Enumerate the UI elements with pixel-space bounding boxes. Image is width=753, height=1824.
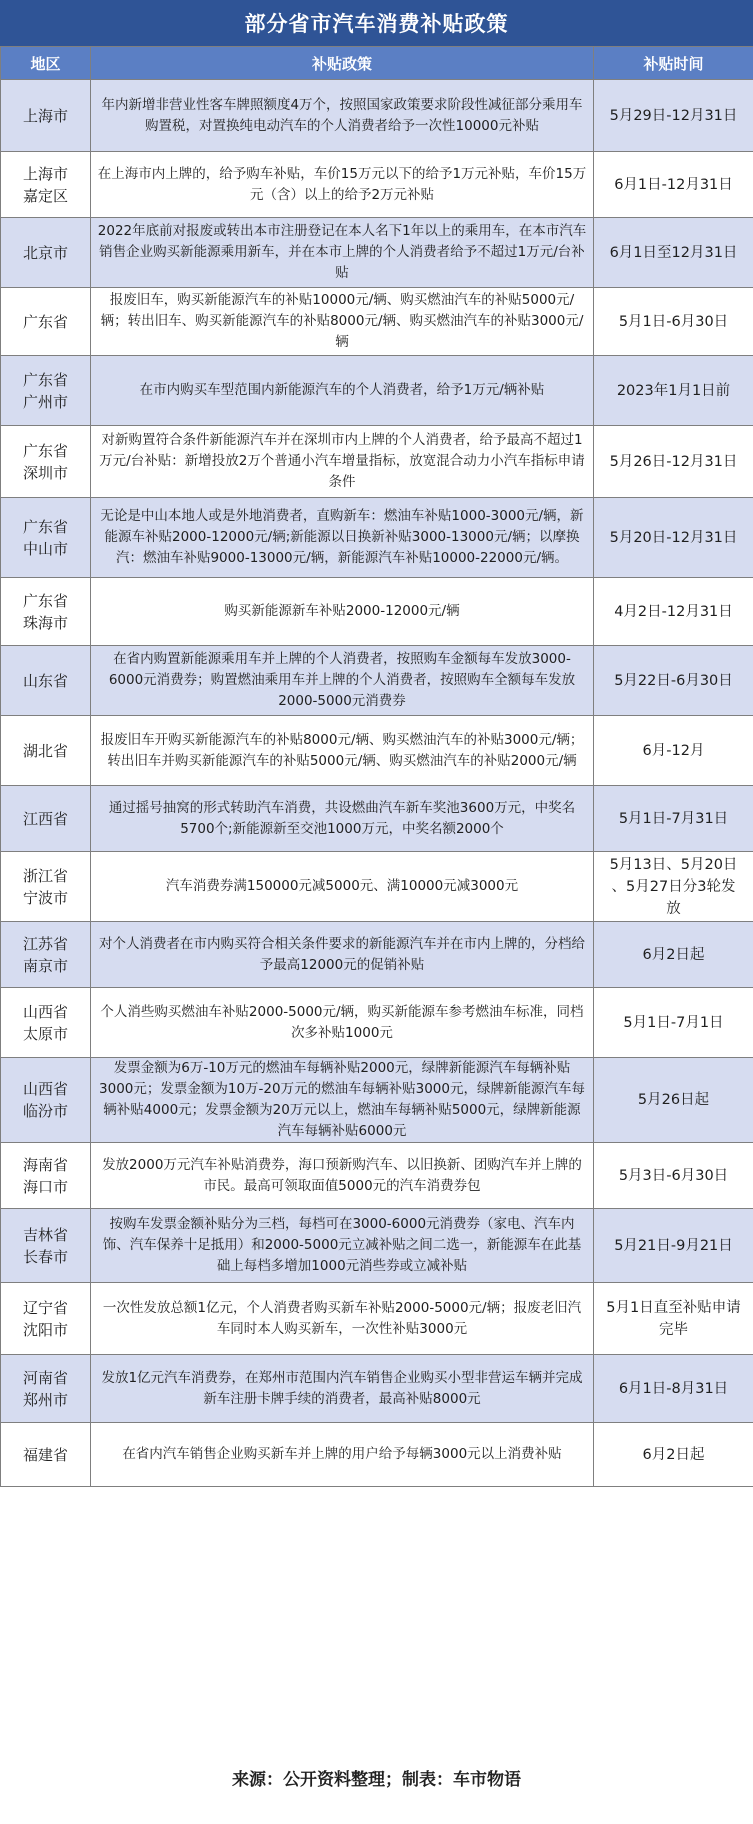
table-row (1, 922, 753, 988)
region-text: 上海市 嘉定区 (22, 164, 68, 205)
period-text: 5月29日-12月31日 (609, 107, 738, 124)
cell-region (1, 578, 91, 646)
region-text: 上海市 (22, 106, 68, 125)
cell-period (594, 716, 753, 786)
cell-policy: 按购车发票金额补贴分为三档，每档可在3000-6000元消费券（家电、汽车内饰、汽车保养十足抵用）和2000-5000元立减补贴之间二选一，新能源车在此基础上每档多增加1000元消些券或立减补贴 (91, 1209, 594, 1283)
period-text: 5月1日-7月1日 (623, 1014, 724, 1031)
period-text: 5月26日-12月31日 (609, 453, 738, 470)
column-header-region: 地区 (1, 47, 91, 80)
region-text: 广东省 珠海市 (22, 591, 68, 632)
source-footer: 来源：公开资料整理；制表：车市物语 (0, 1730, 753, 1824)
cell-period (594, 1209, 753, 1283)
cell-period (594, 1355, 753, 1423)
period-text: 5月1日-7月31日 (618, 810, 729, 827)
cell-period (594, 152, 753, 218)
region-text: 江苏省 南京市 (22, 934, 68, 975)
cell-region (1, 1423, 91, 1487)
period-text: 6月2日起 (642, 946, 705, 963)
period-text: 5月21日-9月21日 (614, 1237, 733, 1254)
cell-region (1, 1143, 91, 1209)
period-text: 6月1日至12月31日 (609, 244, 738, 261)
region-text: 湖北省 (22, 741, 68, 760)
cell-region (1, 988, 91, 1058)
cell-region (1, 1058, 91, 1143)
cell-policy: 报废旧车开购买新能源汽车的补贴8000元/辆、购买燃油汽车的补贴3000元/辆；转出旧车并购买新能源汽车的补贴5000元/辆、购买燃油汽车的补贴2000元/辆 (91, 716, 594, 786)
region-text: 河南省 郑州市 (22, 1368, 68, 1409)
cell-policy: 在上海市内上牌的，给予购车补贴，车价15万元以下的给予1万元补贴，车价15万元（含）以上的给予2万元补贴 (91, 152, 594, 218)
period-text: 5月3日-6月30日 (618, 1167, 729, 1184)
cell-period (594, 288, 753, 356)
table-row (1, 1355, 753, 1423)
cell-policy: 个人消些购买燃油车补贴2000-5000元/辆，购买新能源车参考燃油车标准，同档次多补贴1000元 (91, 988, 594, 1058)
period-text: 5月1日-6月30日 (618, 313, 729, 330)
cell-region (1, 1355, 91, 1423)
cell-period (594, 80, 753, 152)
region-text: 山西省 太原市 (22, 1002, 68, 1043)
cell-region (1, 218, 91, 288)
cell-region (1, 716, 91, 786)
table-row (1, 578, 753, 646)
cell-period (594, 786, 753, 852)
cell-period (594, 1423, 753, 1487)
cell-period (594, 922, 753, 988)
cell-region (1, 356, 91, 426)
table-row (1, 1283, 753, 1355)
region-text: 北京市 (22, 243, 68, 262)
cell-period (594, 218, 753, 288)
cell-policy: 对新购置符合条件新能源汽车并在深圳市内上牌的个人消费者，给予最高不超过1万元/台补贴：新增投放2万个普通小汽车增量指标，放宽混合动力小汽车指标申请条件 (91, 426, 594, 498)
period-text: 6月1日-8月31日 (618, 1380, 729, 1397)
cell-policy: 在市内购买车型范围内新能源汽车的个人消费者，给予1万元/辆补贴 (91, 356, 594, 426)
cell-region (1, 80, 91, 152)
table-row (1, 1423, 753, 1487)
cell-period (594, 852, 753, 922)
region-text: 江西省 (22, 809, 68, 828)
region-text: 浙江省 宁波市 (22, 866, 68, 907)
cell-period (594, 498, 753, 578)
cell-period (594, 578, 753, 646)
table-row (1, 786, 753, 852)
cell-region (1, 426, 91, 498)
table-row (1, 716, 753, 786)
table-row (1, 498, 753, 578)
cell-policy: 汽车消费券满150000元减5000元、满10000元减3000元 (91, 852, 594, 922)
table-row (1, 1143, 753, 1209)
cell-policy: 对个人消费者在市内购买符合相关条件要求的新能源汽车并在市内上牌的，分档给予最高12000元的促销补贴 (91, 922, 594, 988)
cell-period (594, 1283, 753, 1355)
period-text: 5月20日-12月31日 (609, 529, 738, 546)
cell-policy: 无论是中山本地人或是外地消费者，直购新车：燃油车补贴1000-3000元/辆，新能源车补贴2000-12000元/辆;新能源以日换新补贴3000-13000元/辆；以摩换汽：燃油车补贴9000-13000元/辆，新能源汽车补贴10000-22000元/辆。 (91, 498, 594, 578)
cell-region (1, 786, 91, 852)
period-text: 4月2日-12月31日 (614, 603, 733, 620)
region-text: 吉林省 长春市 (22, 1225, 68, 1266)
cell-policy: 2022年底前对报废或转出本市注册登记在本人名下1年以上的乘用车，在本市汽车销售企业购买新能源乘用新车，并在本市上牌的个人消费者给予不超过1万元/台补贴 (91, 218, 594, 288)
table-row (1, 426, 753, 498)
cell-policy: 发票金额为6万-10万元的燃油车每辆补贴2000元，绿牌新能源汽车每辆补贴3000元；发票金额为10万-20万元的燃油车每辆补贴3000元，绿牌新能源汽车每辆补贴4000元；发票金额为20万元以上，燃油车每辆补贴5000元，绿牌新能源汽车每辆补贴6000元 (91, 1058, 594, 1143)
table-body (1, 80, 753, 1487)
subsidy-table (0, 46, 753, 1487)
cell-region (1, 1209, 91, 1283)
cell-policy: 报废旧车，购买新能源汽车的补贴10000元/辆、购买燃油汽车的补贴5000元/辆；转出旧车、购买新能源汽车的补贴8000元/辆、购买燃油汽车的补贴3000元/辆 (91, 288, 594, 356)
column-header-period: 补贴时间 (594, 47, 753, 80)
period-text: 6月1日-12月31日 (614, 176, 733, 193)
period-text: 6月-12月 (642, 742, 705, 759)
table-row (1, 218, 753, 288)
table-row (1, 646, 753, 716)
table-row (1, 852, 753, 922)
cell-policy: 在省内汽车销售企业购买新车并上牌的用户给予每辆3000元以上消费补贴 (91, 1423, 594, 1487)
cell-region (1, 152, 91, 218)
table-header-row (1, 47, 753, 80)
period-text: 5月1日直至补贴申请 完毕 (606, 1299, 741, 1338)
region-text: 广东省 深圳市 (22, 441, 68, 482)
cell-policy: 购买新能源新车补贴2000-12000元/辆 (91, 578, 594, 646)
cell-region (1, 646, 91, 716)
table-row (1, 80, 753, 152)
region-text: 广东省 (22, 312, 68, 331)
region-text: 辽宁省 沈阳市 (22, 1298, 68, 1339)
table-row (1, 152, 753, 218)
cell-period (594, 356, 753, 426)
region-text: 广东省 广州市 (22, 370, 68, 411)
page-title: 部分省市汽车消费补贴政策 (0, 0, 753, 46)
region-text: 山西省 临汾市 (22, 1080, 68, 1120)
table-row (1, 988, 753, 1058)
region-text: 广东省 中山市 (22, 517, 68, 558)
cell-region (1, 498, 91, 578)
cell-region (1, 288, 91, 356)
cell-period (594, 646, 753, 716)
cell-period (594, 426, 753, 498)
period-text: 6月2日起 (642, 1446, 705, 1463)
period-text: 2023年1月1日前 (616, 382, 731, 399)
column-header-policy: 补贴政策 (91, 47, 594, 80)
table-row (1, 1058, 753, 1143)
cell-policy: 发放1亿元汽车消费券，在郑州市范围内汽车销售企业购买小型非营运车辆并完成新车注册卡牌手续的消费者，最高补贴8000元 (91, 1355, 594, 1423)
period-text: 5月26日起 (637, 1092, 710, 1108)
region-text: 福建省 (22, 1445, 68, 1464)
cell-region (1, 1283, 91, 1355)
period-text: 5月13日、5月20日 、5月27日分3轮发 放 (609, 856, 738, 917)
region-text: 山东省 (22, 671, 68, 690)
cell-policy: 在省内购置新能源乘用车并上牌的个人消费者，按照购车金额每车发放3000-6000元消费券；购置燃油乘用车并上牌的个人消费者，按照购车全额每车发放2000-5000元消费券 (91, 646, 594, 716)
cell-policy: 通过摇号抽窝的形式转助汽车消费，共设燃曲汽车新车奖池3600万元，中奖名5700个;新能源新至交池1000万元，中奖名额2000个 (91, 786, 594, 852)
table-row (1, 288, 753, 356)
cell-region (1, 852, 91, 922)
period-text: 5月22日-6月30日 (614, 672, 733, 689)
table-row (1, 1209, 753, 1283)
cell-period (594, 1143, 753, 1209)
cell-policy: 发放2000万元汽车补贴消费券，海口预新购汽车、以旧换新、团购汽车并上牌的市民。最高可领取面值5000元的汽车消费券包 (91, 1143, 594, 1209)
cell-region (1, 922, 91, 988)
cell-period (594, 1058, 753, 1143)
cell-policy: 一次性发放总额1亿元，个人消费者购买新车补贴2000-5000元/辆；报废老旧汽车同时本人购买新车，一次性补贴3000元 (91, 1283, 594, 1355)
cell-policy: 年内新增非营业性客车牌照额度4万个，按照国家政策要求阶段性减征部分乘用车购置税，对置换纯电动汽车的个人消费者给予一次性10000元补贴 (91, 80, 594, 152)
region-text: 海南省 海口市 (22, 1155, 68, 1196)
table-row (1, 356, 753, 426)
cell-period (594, 988, 753, 1058)
